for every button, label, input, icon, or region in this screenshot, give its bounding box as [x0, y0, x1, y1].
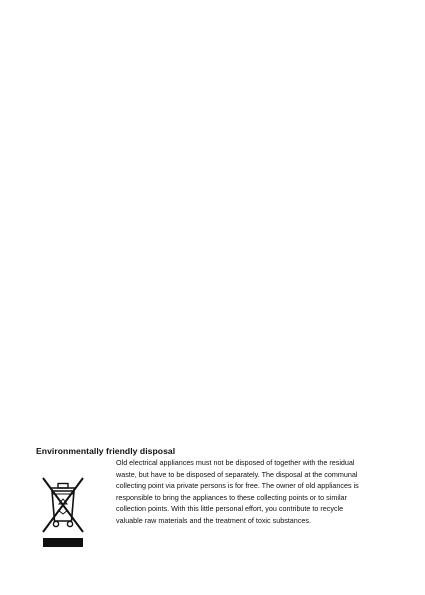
section-heading: Environmentally friendly disposal — [36, 446, 176, 456]
body-line: waste, but have to be disposed of separately. The disposal at the communal — [116, 469, 358, 479]
crossed-out-wheelie-bin-icon — [37, 474, 89, 548]
disposal-section — [36, 446, 396, 557]
disposal-content — [36, 457, 396, 557]
body-line: collecting point via private persons is for free. The owner of old appliances is — [116, 481, 359, 491]
body-line: Old electrical appliances must not be disposed of together with the residual — [116, 458, 355, 467]
body-line: collection points. With this little personal effort, you contribute to recycle — [116, 504, 344, 514]
body-line: valuable raw materials and the treatment of toxic substances. — [116, 515, 311, 525]
body-line: responsible to bring the appliances to these collecting points or to similar — [116, 492, 347, 502]
disposal-body-text — [116, 457, 401, 527]
